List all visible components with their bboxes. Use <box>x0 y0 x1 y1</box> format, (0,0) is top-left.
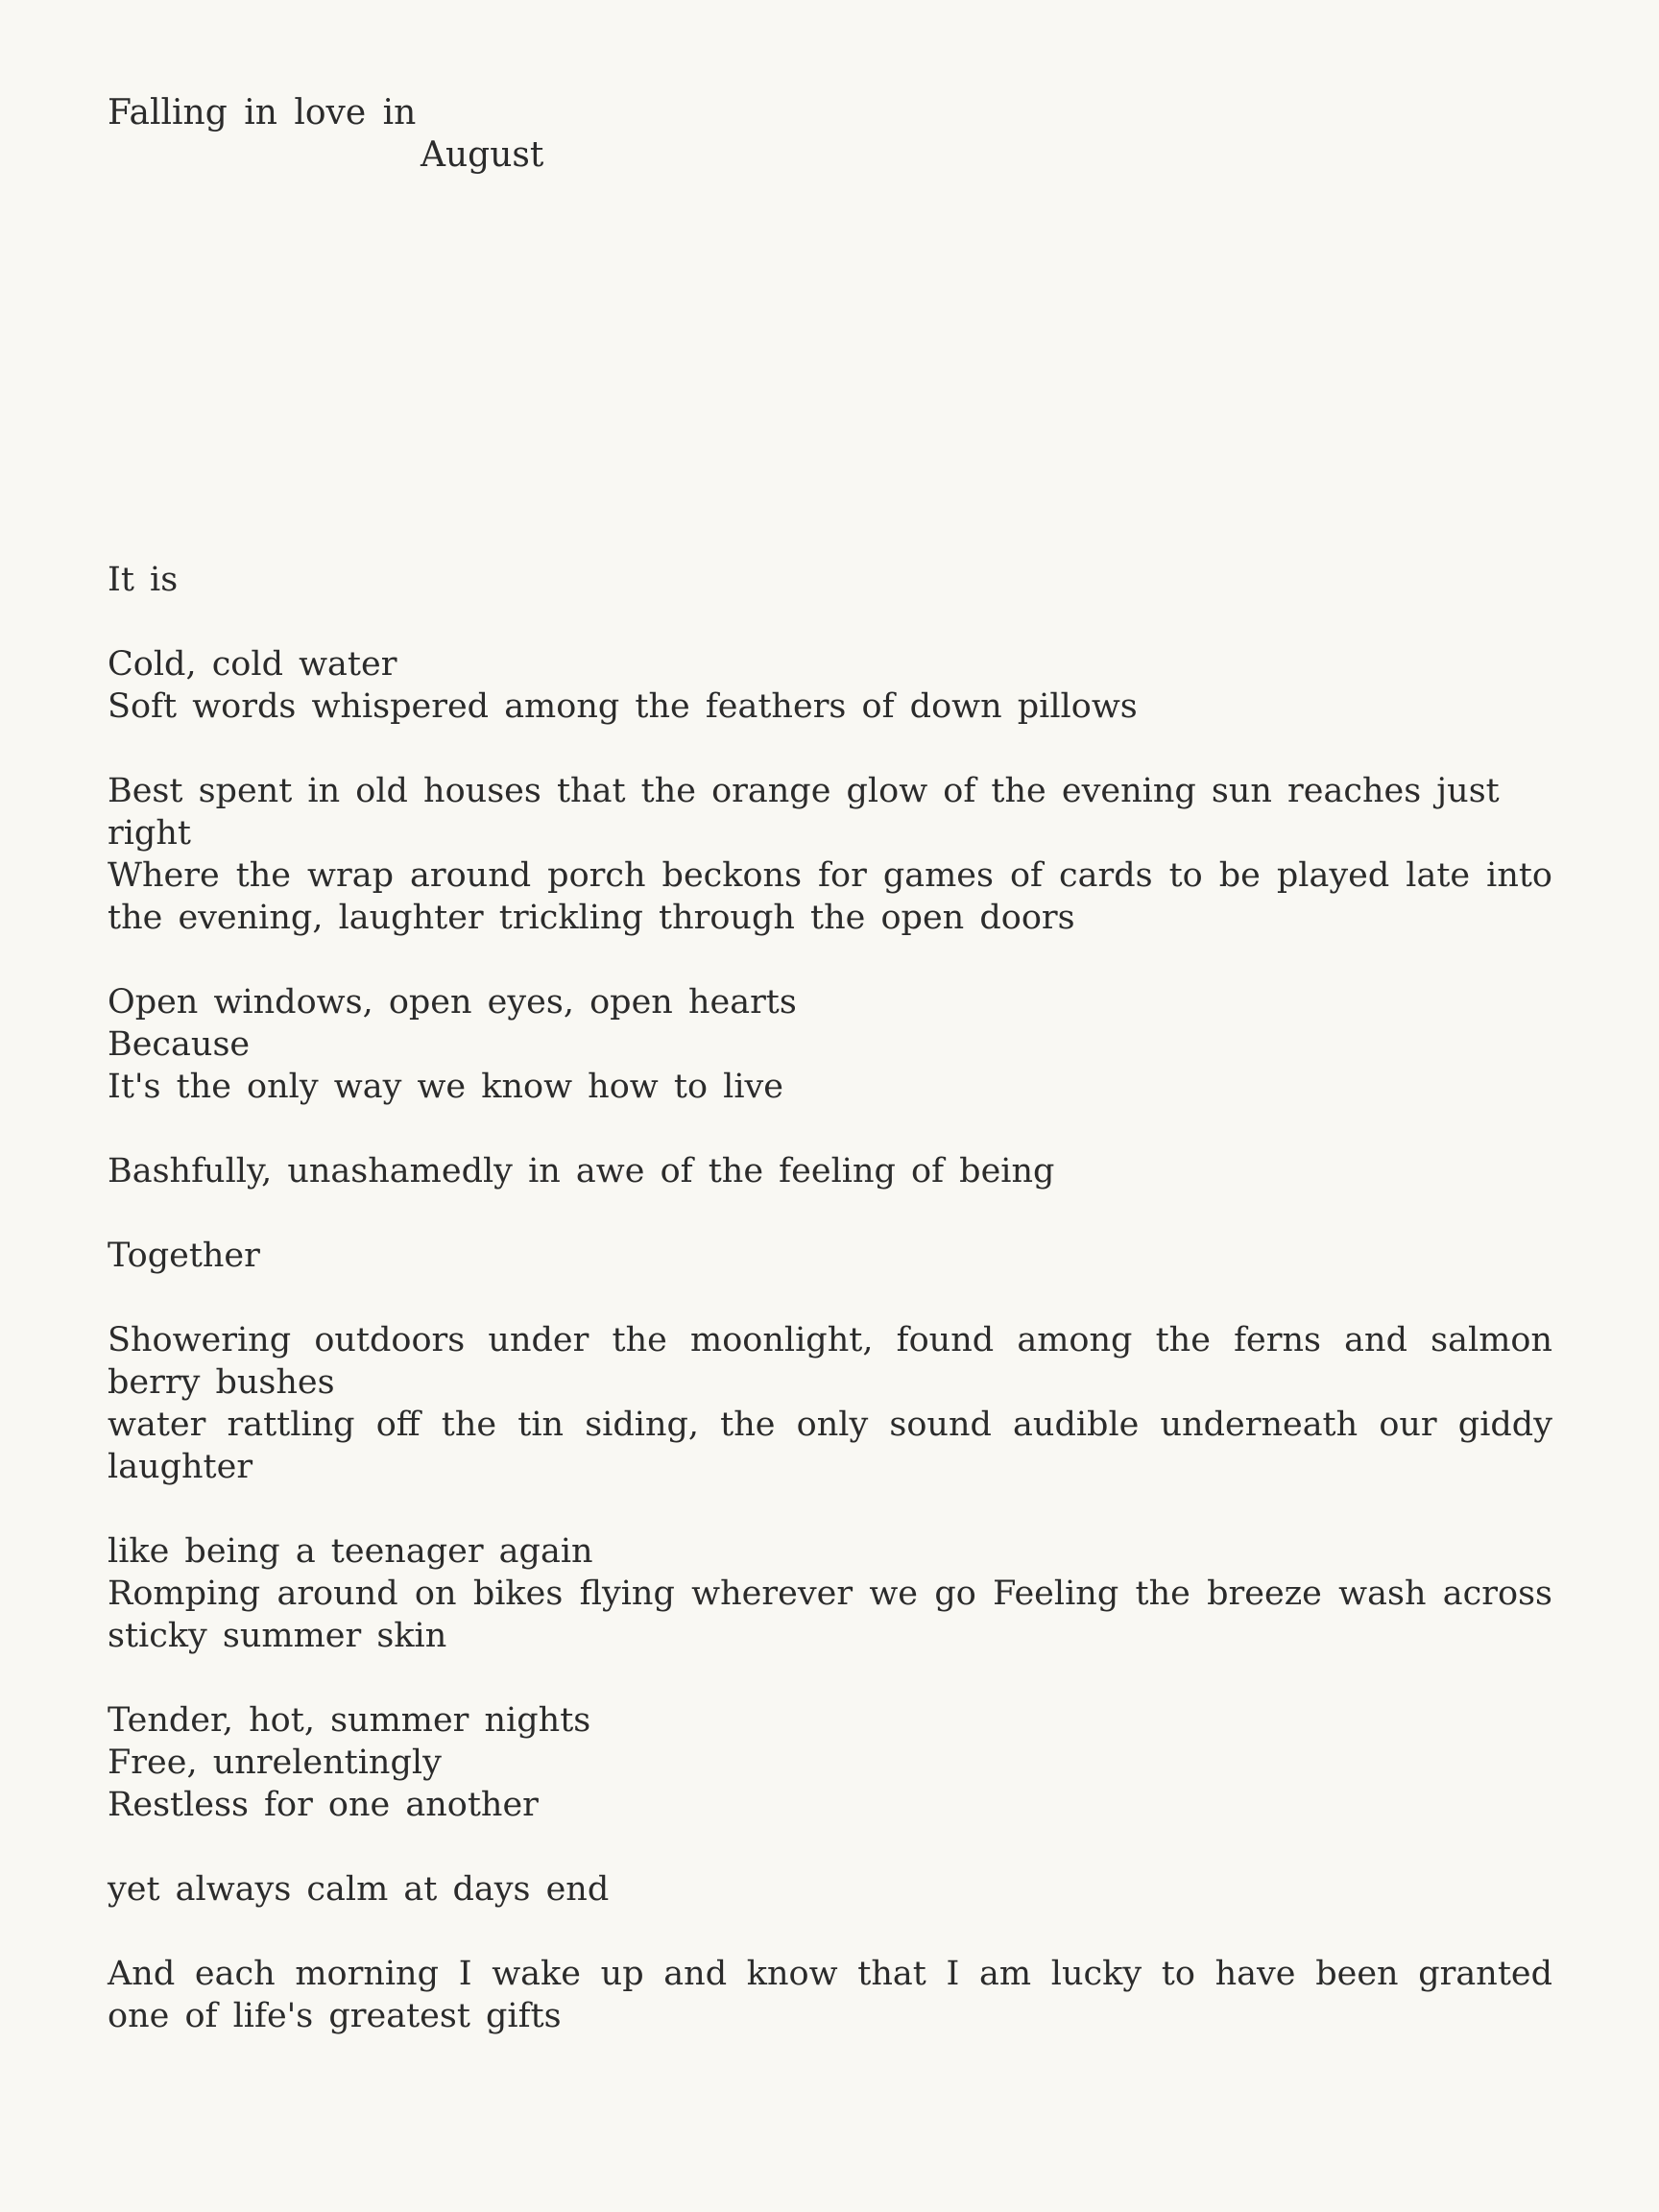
poem-line: Cold, cold water <box>108 645 397 684</box>
poem-line: Best spent in old houses that the orange glow of the evening sun reaches just right <box>108 772 1500 853</box>
stanza <box>108 1868 1552 1911</box>
poem-line: Restless for one another <box>108 1786 539 1824</box>
stanza <box>108 643 1552 728</box>
poem-line: Romping around on bikes flying wherever we go Feeling the breeze wash across sticky summer skin <box>108 1575 1552 1655</box>
poem-line: Free, unrelentingly <box>108 1743 442 1782</box>
poem-line: It's the only way we know how to live <box>108 1068 784 1106</box>
poem-line: Bashfully, unashamedly in awe of the feeling of being <box>108 1152 1055 1190</box>
poem-line: like being a teenager again <box>108 1532 593 1571</box>
stanza <box>108 1530 1552 1657</box>
poem-line: Because <box>108 1025 251 1064</box>
stanza <box>108 770 1552 939</box>
poem-line: yet always calm at days end <box>108 1870 610 1909</box>
poem-line: Together <box>108 1237 260 1275</box>
poem-line: Tender, hot, summer nights <box>108 1701 591 1740</box>
stanza <box>108 1319 1552 1488</box>
stanza <box>108 1699 1552 1826</box>
poem-line: Showering outdoors under the moonlight, found among the ferns and salmon berry bushes <box>108 1321 1552 1402</box>
poem-line: Soft words whispered among the feathers of down pillows <box>108 687 1138 726</box>
poem-line: It is <box>108 561 179 599</box>
stanza <box>108 1953 1552 2037</box>
stanza <box>108 981 1552 1108</box>
stanza <box>108 1235 1552 1277</box>
poem-title-line-1: Falling in love in <box>108 93 417 132</box>
stanza <box>108 559 1552 601</box>
poem-line: Where the wrap around porch beckons for games of cards to be played late into the evening, laughter trickling through the open doors <box>108 856 1552 937</box>
poem-line: water rattling off the tin siding, the only sound audible underneath our giddy laughter <box>108 1406 1552 1486</box>
poem-line: And each morning I wake up and know that I am lucky to have been granted one of life's greatest gifts <box>108 1955 1552 2035</box>
stanza <box>108 1150 1552 1192</box>
poem-body <box>108 559 1552 2080</box>
poem-title-line-2: August <box>421 135 544 175</box>
poem-line: Open windows, open eyes, open hearts <box>108 983 797 1022</box>
